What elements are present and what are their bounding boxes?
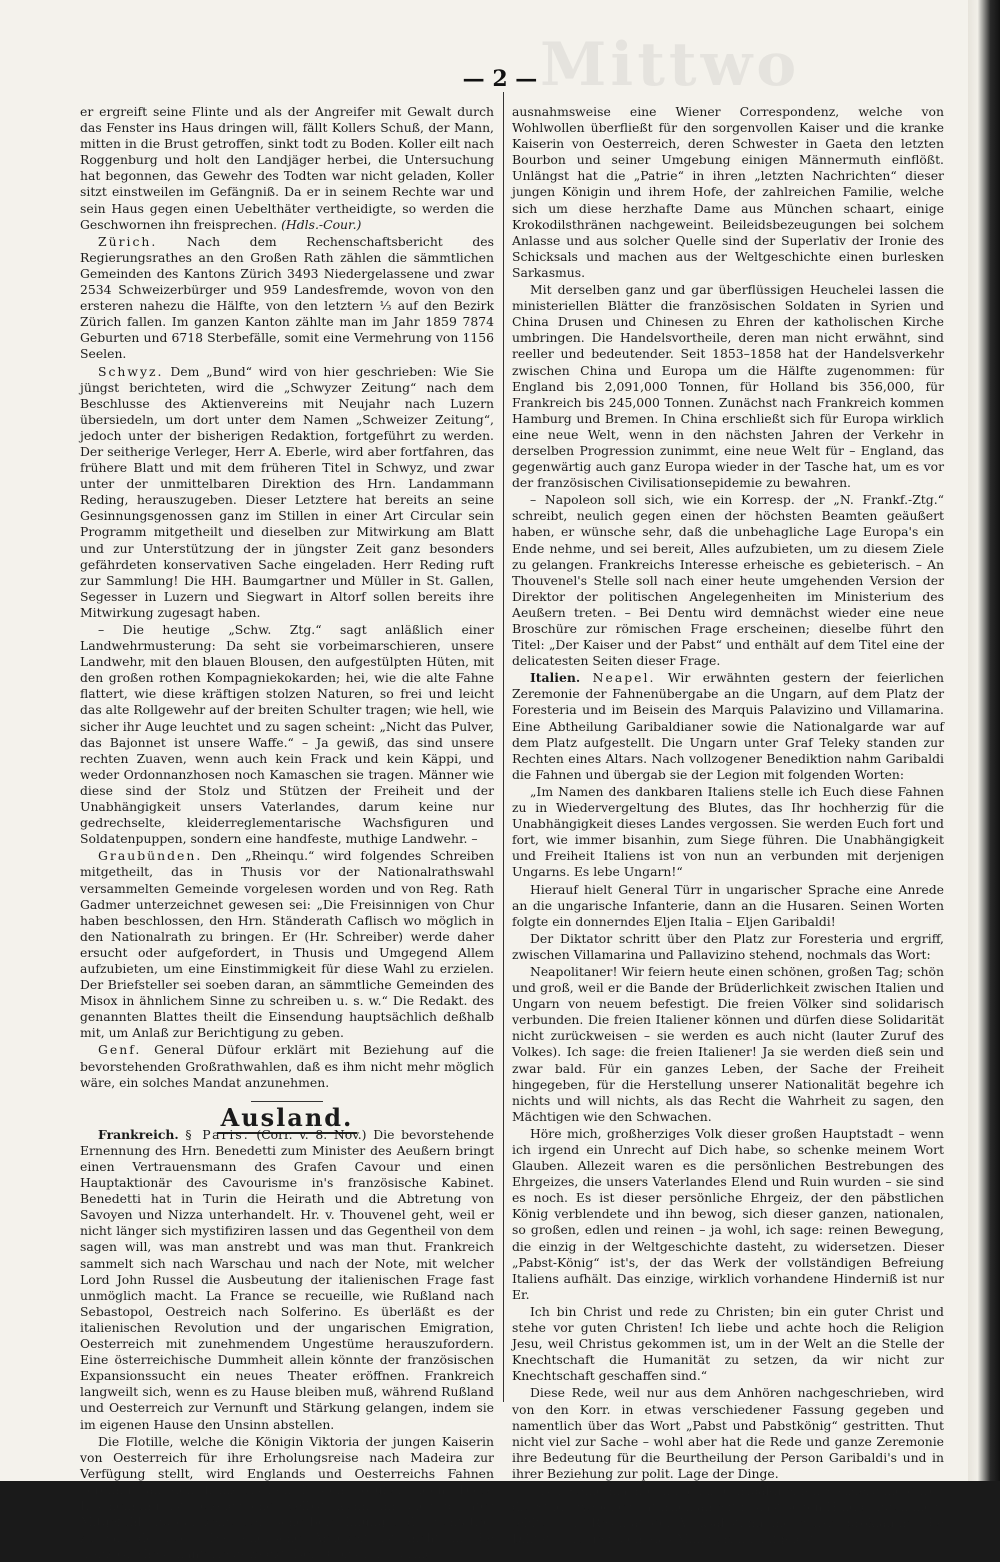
dateline-place: Zürich. <box>98 233 158 249</box>
article-paragraph <box>80 1042 494 1090</box>
article-paragraph <box>512 1483 944 1547</box>
paragraph-text: Hierauf hielt General Türr in ungarischer Sprache eine Anrede an die ungarische Infanterie, dann an die Husaren. Seinen Worten folgte ein donnerndes Eljen Italia – Eljen Garibaldi! <box>512 881 944 929</box>
paragraph-text: Diese Rede, weil nur aus dem Anhören nachgeschrieben, wird von den Korr. in etwas verschiedener Fassung gegeben und namentlich über das Wort „Pabst und Pabstkönig“ gestritten. Thut nicht viel zur Sache – wohl aber hat die Rede und ganze Zeremonie ihre Bedeutung für die Beurtheilung der Person Garibaldi's und in ihrer Beziehung zur polit. Lage der Dinge. <box>512 1385 944 1481</box>
paragraph-text: ausnahmsweise eine Wiener Correspondenz, welche von Wohlwollen überfließt für den sorgenvollen Kaiser und die kranke Kaiserin von Oesterreich, deren Schwester in Gaeta den letzten Bourbon und seiner Umgebung einigen Männermuth einflößt. Unlängst hat die „Patrie“ in ihren „letzten Nachrichten“ dieser jungen Königin und ihrem Hofe, der zahlreichen Familie, welche sich um diese herzhafte Dame aus München schaart, einige Krokodilsthränen nachgeweint. Beileidsbezeugungen bei solchem Anlasse und aus solcher Quelle sind der Superlativ der Ironie des Schicksals und machen aus der Weltgeschichte einen burlesken Sarkasmus. <box>512 104 944 280</box>
paragraph-text: – Der König machte am 8. mit Garibaldi einen Spaziergang durch die Stadt, wobei es natürlich an enthusiastischen Huldigungen nicht fehlte. Das Resultat der Volksabstimmung wurde proklamirt, die Diktatur aufgehoben, das Ministerium aufgelöst. <box>512 1482 944 1547</box>
dateline-place: Genf. <box>98 1042 142 1058</box>
article-paragraph <box>80 622 494 847</box>
section-title-text: Ausland. <box>217 1103 358 1134</box>
paragraph-text: (Corr. v. 8. Nov.) Die bevorstehende Ernennung des Hrn. Benedetti zum Minister des Aeußern bringt einen Vertrauensmann des Grafen Cavour und einen Hauptaktionär des Cavourisme in's französische Kabinet. Benedetti hat in Turin die Heirath und die Abtretung von Savoyen und Nizza unterhandelt. Hr. v. Thouvenel geht, weil er nicht länger sich mystifiziren lassen und das Gegentheil von dem sagen will, was man anstrebt und was man thut. Frankreich sammelt sich nach Warschau und nach der Note, mit welcher Lord John Russel die Ausbeutung der italienischen Frage fast unmöglich macht. La France se recueille, wie Rußland nach Sebastopol, Oestreich nach Solferino. Es überläßt es der italienischen Revolution und der ungarischen Emigration, Oesterreich mit zunehmendem Ungestüme herauszufordern. Eine österreichische Dummheit allein könnte der französischen Expansionssucht ein neues Theater eröffnen. Frankreich langweilt sich, wenn es zu Hause bleiben muß, während Rußland und Oesterreich zur Vernunft und Stärkung gelangen, indem sie im eigenen Hause den Unsinn abstellen. <box>80 1126 494 1432</box>
paragraph-text: Höre mich, großherziges Volk dieser großen Hauptstadt – wenn ich irgend ein Unrecht auf Dich habe, so schenke meinem Wort Glauben. Allezeit waren es die persönlichen Bestrebungen des Ehrgeizes, die unsers Vaterlandes Elend und Ruin wurden – sie sind es noch. Es ist dieser persönliche Ehrgeiz, der den päbstlichen König verblendete und ihn bewog, sich dieser ganzen, nationalen, so großen, edlen und reinen – ja wohl, ich sage: reinen Bewegung, die einzig in der Weltgeschichte dasteht, zu widersetzen. Dieser „Pabst-König“ ist's, der das Werk der vollständigen Befreiung Italiens aufhält. Das einzige, wirklich vorhandene Hinderniß ist nur Er. <box>512 1125 944 1302</box>
paragraph-text: Der Diktator schritt über den Platz zur Foresteria und ergriff, zwischen Villamarina und Pallavizino stehend, nochmals das Wort: <box>512 930 944 962</box>
article-paragraph <box>512 1385 944 1482</box>
column-divider <box>503 92 504 1402</box>
article-paragraph <box>512 104 944 281</box>
section-title <box>80 1102 494 1132</box>
right-column <box>512 104 944 1547</box>
paragraph-text: Nach dem Rechenschaftsbericht des Regierungsrathes an den Großen Rath zählen die sämmtlichen Gemeinden des Kantons Zürich 3493 Niedergelassene und zwar 2534 Schweizerbürger und 959 Landesfremde, wovon von den ersteren nahezu die Hälfte, von den letztern ⅓ auf den Bezirk Zürich fallen. Im ganzen Kanton zählte man im Jahr 1859 7874 Geburten und 6718 Sterbefälle, somit eine Vermehrung von 1156 Seelen. <box>80 233 494 362</box>
left-column <box>80 104 494 1562</box>
bleed-through-text: Mittwo <box>540 30 801 100</box>
article-paragraph <box>80 1127 494 1433</box>
article-paragraph <box>512 492 944 669</box>
article-paragraph <box>512 882 944 930</box>
article-paragraph <box>80 364 494 622</box>
dateline-place: Neapel. <box>592 670 656 686</box>
dateline-place: Graubünden. <box>98 848 203 864</box>
paragraph-text: er ergreift seine Flinte und als der Angreifer mit Gewalt durch das Fenster ins Haus dringen will, fällt Kollers Schuß, der Mann, mitten in die Brust getroffen, sinkt todt zu Boden. Koller eilt nach Roggenburg und holt den Landjäger herbei, die Untersuchung hat begonnen, das Gewehr des Todten war nicht geladen, Koller sitzt einstweilen im Gefängniß. Da er in seinem Rechte war und sein Haus gegen einen Uebelthäter vertheidigte, so werden die Geschwornen ihn freisprechen. <box>80 104 494 232</box>
article-paragraph <box>512 1304 944 1384</box>
page-number: — 2 — <box>462 66 538 92</box>
article-paragraph <box>512 670 944 783</box>
paragraph-text: – Die heutige „Schw. Ztg.“ sagt anläßlich einer Landwehrmusterung: Da seht sie vorbeimarschieren, unsere Landwehr, mit den blauen Blousen, den aufgestülpten Hüten, mit den großen rothen Kompagniekokarden; hei, wie die alte Fahne flattert, wie diese kräftigen stolzen Naturen, so frei und leicht das alte Rollgewehr auf der breiten Schulter tragen; wie hell, wie sicher ihr Auge leuchtet und zu sagen scheint: „Nicht das Pulver, das Bajonnet ist unsere Waffe.“ – Ja gewiß, das sind unsere rechten Zuaven, wenn auch kein Frack und kein Käppi, und weder Ordonnanzhosen noch Kamaschen sie tragen. Männer wie diese sind der Stolz und Stützen der Freiheit und der Unabhängigkeit unsers Vaterlandes, darum keine nur gedrechselte, kleiderreglementarische Wachsfiguren und Soldatenpuppen, sondern eine handfeste, muthige Landwehr. – <box>80 622 494 847</box>
scan-edge <box>968 0 1000 1481</box>
paragraph-text: Dem „Bund“ wird von hier geschrieben: Wie Sie jüngst berichteten, wird die „Schwyzer Zeitung“ nach dem Beschlusse des Aktienvereins mit Neujahr nach Luzern übersiedeln, um dort unter dem Namen „Schweizer Zeitung“, jedoch unter der bisherigen Redaktion, fortgeführt zu werden. Der seitherige Verleger, Herr A. Eberle, wird aber fortfahren, das frühere Blatt und mit dem früheren Titel in Schwyz, und zwar unter der unmittelbaren Direktion des Hrn. Landammann Reding, herauszugeben. Dieser Letztere hat bereits an seine Gesinnungsgenossen ganz im Stillen in einer Art Circular sein Programm mitgetheilt und dieselben zur Mitwirkung am Blatt und zur Unterstützung der in jüngster Zeit ganz besonders gefährdeten konservativen Sache eingeladen. Herr Reding ruft zur Sammlung! Die HH. Baumgartner und Müller in St. Gallen, Segesser in Luzern und Siegwart in Altorf sollen bereits ihre Mitwirkung zugesagt haben. <box>80 363 494 620</box>
article-paragraph <box>512 931 944 963</box>
paragraph-text: – Napoleon soll sich, wie ein Korresp. der „N. Frankf.-Ztg.“ schreibt, neulich gegen einen der höchsten Beamten geäußert haben, er wünsche sehr, daß die unbehagliche Lage Europa's ein Ende nehme, und sei bereit, Alles aufzubieten, um zu diesem Ziele zu gelangen. Frankreichs Interesse erheische es gebieterisch. – An Thouvenel's Stelle soll nach einer heute umgehenden Version der Direktor der politischen Angelegenheiten im Ministerium des Aeußern treten. – Bei Dentu wird demnächst wieder eine neue Broschüre zur römischen Frage erscheinen; dieselbe führt den Titel: „Der Kaiser und der Pabst“ und enthält auf dem Titel eine der delicatesten Seiten dieser Frage. <box>512 492 944 669</box>
article-paragraph <box>80 234 494 363</box>
country-heading: Italien. <box>530 670 581 686</box>
paragraph-text: Ich bin Christ und rede zu Christen; bin ein guter Christ und stehe vor guten Christen! Ich liebe und achte hoch die Religion Jesu, weil Christus gekommen ist, um in der Welt an die Stelle der Knechtschaft die Humanität zu setzen, da wir nicht zur Knechtschaft geschaffen sind.“ <box>512 1303 944 1384</box>
dateline-place: Schwyz. <box>98 363 164 379</box>
paragraph-text: Mit derselben ganz und gar überflüssigen Heuchelei lassen die ministeriellen Blätter die französischen Soldaten in Syrien und China Drusen und Chinesen zu Ehren der katholischen Kirche umbringen. Die Handelsvortheile, deren man nicht erwähnt, sind reeller und bedeutender. Seit 1853–1858 hat der Handelsverkehr zwischen China und Europa um die Hälfte zugenommen: für England bis 2,091,000 Tonnen, für Holland bis 356,000, für Frankreich bis 245,000 Tonnen. Zunächst nach Frankreich kommen Hamburg und Bremen. In China erschließt sich für Europa wirklich eine neue Welt, wenn in den nächsten Jahren der Verkehr in derselben Progression zunimmt, eine neue Welt für – England, das gegenwärtig auch ganz Europa wieder in der Tasche hat, um es vor der französischen Civilisationsepidemie zu bewahren. <box>512 282 944 491</box>
section-rule <box>251 1101 323 1102</box>
paragraph-text: Wir erwähnten gestern der feierlichen Zeremonie der Fahnenübergabe an die Ungarn, auf dem Platz der Foresteria und im Beisein des Marquis Palavizino und Villamarina. Eine Abtheilung Garibaldianer sowie die Nationalgarde war auf dem Platz aufgestellt. Die Ungarn unter Graf Teleky standen zur Rechten eines Altars. Nach vollzogener Benediktion nahm Garibaldi die Fahnen und übergab sie der Legion mit folgenden Worten: <box>512 670 944 782</box>
dateline-place: § Paris. <box>185 1126 250 1142</box>
paragraph-text: „Im Namen des dankbaren Italiens stelle ich Euch diese Fahnen zu in Wiedervergeltung des Blutes, das Ihr hochherzig für die Unabhängigkeit dieses Landes vergossen. Sie werden Euch fort und fort, wie immer bisanhin, zum Siege führen. Die Unabhängigkeit und Freiheit Italiens ist von nun an verbunden mit derjenigen Ungarns. Es lebe Ungarn!“ <box>512 783 944 880</box>
paragraph-text: Die Flotille, welche die Königin Viktoria der jungen Kaiserin von Oesterreich für ihre Erholungsreise nach Madeira zur Verfügung stellt, wird Englands und Oesterreichs Fahnen vereinigt an den französischen Küsten vorübertragen. Diese Erscheinung ist bezeichnend, selbst wenn ihr blos privates Mitgefühl und gar keine politische Berechnung und Ostentation zu Grunde liegt. Die englische Artigkeit ist nicht in die französische Galanterie geweckt. Der „Constitut.“ bringt <box>80 1433 494 1562</box>
article-paragraph <box>80 1434 494 1562</box>
article-paragraph <box>512 784 944 881</box>
paragraph-text: Neapolitaner! Wir feiern heute einen schönen, großen Tag; schön und groß, weil er die Bande der Brüderlichkeit zwischen Italien und Ungarn von neuem befestigt. Die freien Völker sind solidarisch verbunden. Die freien Italiener können und dürfen diese Solidarität nicht zurückweisen – sie werden es auch nicht (lauter Zuruf des Volkes). Ich sage: die freien Italiener! Ja sie werden dieß sein und zwar bald. Für ein ganzes Leben, der Sache der Freiheit hingegeben, für die Herstellung unserer Nationalität begehre ich nichts und will nichts, als das Recht die Wahrheit zu sagen, den Mächtigen wie den Schwachen. <box>512 963 944 1124</box>
article-paragraph <box>80 104 494 233</box>
paragraph-text: General Düfour erklärt mit Beziehung auf die bevorstehenden Großrathwahlen, daß es ihm nicht mehr möglich wäre, ein solches Mandat anzunehmen. <box>80 1042 494 1090</box>
source-credit: (Hdls.-Cour.) <box>281 216 362 232</box>
article-paragraph <box>512 964 944 1125</box>
paragraph-text: Den „Rheinqu.“ wird folgendes Schreiben mitgetheilt, das in Thusis vor der Nationalrathswahl versammelten Gemeinde vorgelesen worden und von Reg. Rath Gadmer unterzeichnet gewesen sei: „Die Freisinnigen von Chur haben beschlossen, den Hrn. Ständerath Caflisch wo möglich in den Nationalrath zu bringen. Er (Hr. Schreiber) werde daher ersucht oder aufgefordert, in Thusis und Umgegend Allem aufzubieten, um eine Einstimmigkeit für diese Wahl zu erzielen. Der Briefsteller sei soeben daran, an sämmtliche Gemeinden des Misox in ähnlichem Sinne zu schreiben u. s. w.“ Die Redakt. des genannten Blattes theilt die Einsendung hauptsächlich deßhalb mit, um Anlaß zur Berichtigung zu geben. <box>80 848 494 1041</box>
country-heading: Frankreich. <box>98 1126 179 1142</box>
article-paragraph <box>80 848 494 1041</box>
article-paragraph <box>512 282 944 491</box>
article-paragraph <box>512 1126 944 1303</box>
